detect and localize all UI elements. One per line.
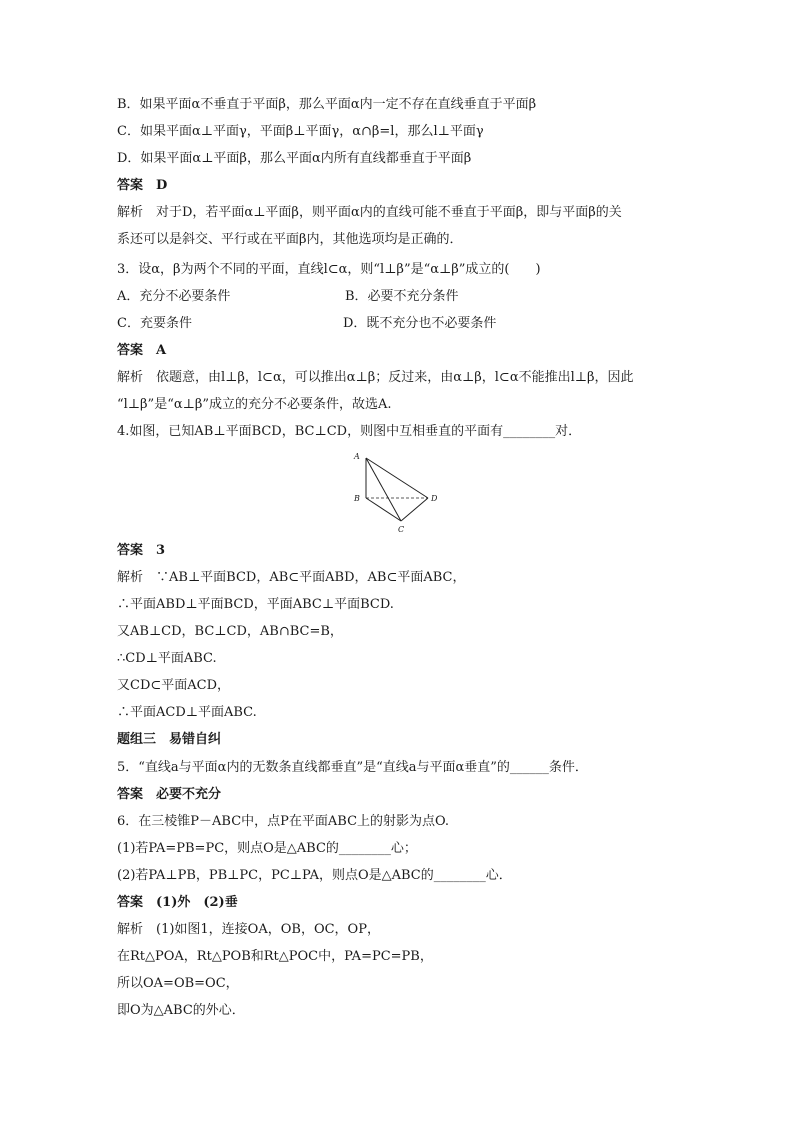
- question-6-part2: (2)若PA⊥PB，PB⊥PC，PC⊥PA，则点O是△ABC的________心．: [117, 868, 512, 883]
- answer-q2: 答案 D: [117, 178, 168, 193]
- analysis-q2-line2: 系还可以是斜交、平行或在平面β内，其他选项均是正确的．: [117, 232, 463, 247]
- option-b-q2: B．如果平面α不垂直于平面β，那么平面α内一定不存在直线垂直于平面β: [117, 97, 537, 112]
- edge-ac: [366, 458, 401, 521]
- question-6: 6．在三棱锥P－ABC中，点P在平面ABC上的射影为点O.: [117, 814, 450, 829]
- analysis-q3-line1: 解析 依题意，由l⊥β，l⊂α，可以推出α⊥β；反过来，由α⊥β，l⊂α不能推出l⊥β，因此: [117, 370, 634, 385]
- answer-q5: 答案 必要不充分: [117, 787, 222, 802]
- question-5: 5．“直线a与平面α内的无数条直线都垂直”是“直线a与平面α垂直”的______条件．: [117, 760, 588, 775]
- option-a-q3: A．充分不必要条件: [117, 289, 231, 304]
- option-d-q2: D．如果平面α⊥平面β，那么平面α内所有直线都垂直于平面β: [117, 151, 472, 166]
- question-3: 3．设α，β为两个不同的平面，直线l⊂α，则“l⊥β”是“α⊥β”成立的( ): [117, 262, 541, 277]
- label-b: B: [354, 494, 360, 503]
- answer-q3: 答案 A: [117, 343, 167, 358]
- analysis-q2-line1: 解析 对于D，若平面α⊥平面β，则平面α内的直线可能不垂直于平面β，即与平面β的关: [117, 205, 622, 220]
- option-c-q2: C．如果平面α⊥平面γ，平面β⊥平面γ，α∩β=l，那么l⊥平面γ: [117, 124, 484, 139]
- analysis-q3-line2: “l⊥β”是“α⊥β”成立的充分不必要条件，故选A.: [117, 397, 392, 412]
- label-d: D: [431, 494, 438, 503]
- analysis-q4-line6: ∴平面ACD⊥平面ABC.: [117, 705, 257, 720]
- option-d-q3: D．既不充分也不必要条件: [343, 316, 497, 331]
- analysis-q6-line3: 所以OA=OB=OC，: [117, 976, 239, 991]
- option-c-q3: C．充要条件: [117, 316, 192, 331]
- analysis-q6-line1: 解析 (1)如图1，连接OA，OB，OC，OP，: [117, 922, 380, 937]
- edge-cd: [401, 498, 428, 521]
- label-a: A: [354, 452, 360, 461]
- edge-bc: [366, 498, 401, 521]
- edge-ad: [366, 458, 428, 498]
- question-6-part1: (1)若PA=PB=PC，则点O是△ABC的________心；: [117, 841, 417, 856]
- analysis-q4-line4: ∴CD⊥平面ABC.: [117, 651, 217, 666]
- option-b-q3: B．必要不充分条件: [345, 289, 459, 304]
- analysis-q4-line3: 又AB⊥CD，BC⊥CD，AB∩BC=B，: [117, 624, 343, 639]
- analysis-q6-line4: 即O为△ABC的外心．: [117, 1003, 245, 1018]
- analysis-q4-line2: ∴平面ABD⊥平面BCD，平面ABC⊥平面BCD.: [117, 597, 394, 612]
- answer-q6: 答案 (1)外 (2)垂: [117, 895, 238, 910]
- question-4: 4.如图，已知AB⊥平面BCD，BC⊥CD，则图中互相垂直的平面有________对．: [117, 424, 582, 439]
- tetrahedron-figure: [346, 448, 446, 536]
- analysis-q4-line1: 解析 ∵AB⊥平面BCD，AB⊂平面ABD，AB⊂平面ABC，: [117, 570, 466, 585]
- analysis-q6-line2: 在Rt△POA，Rt△POB和Rt△POC中，PA=PC=PB，: [117, 949, 433, 964]
- answer-q4: 答案 3: [117, 543, 166, 558]
- analysis-q4-line5: 又CD⊂平面ACD，: [117, 678, 231, 693]
- section-heading: 题组三 易错自纠: [117, 732, 222, 747]
- label-c: C: [398, 525, 405, 534]
